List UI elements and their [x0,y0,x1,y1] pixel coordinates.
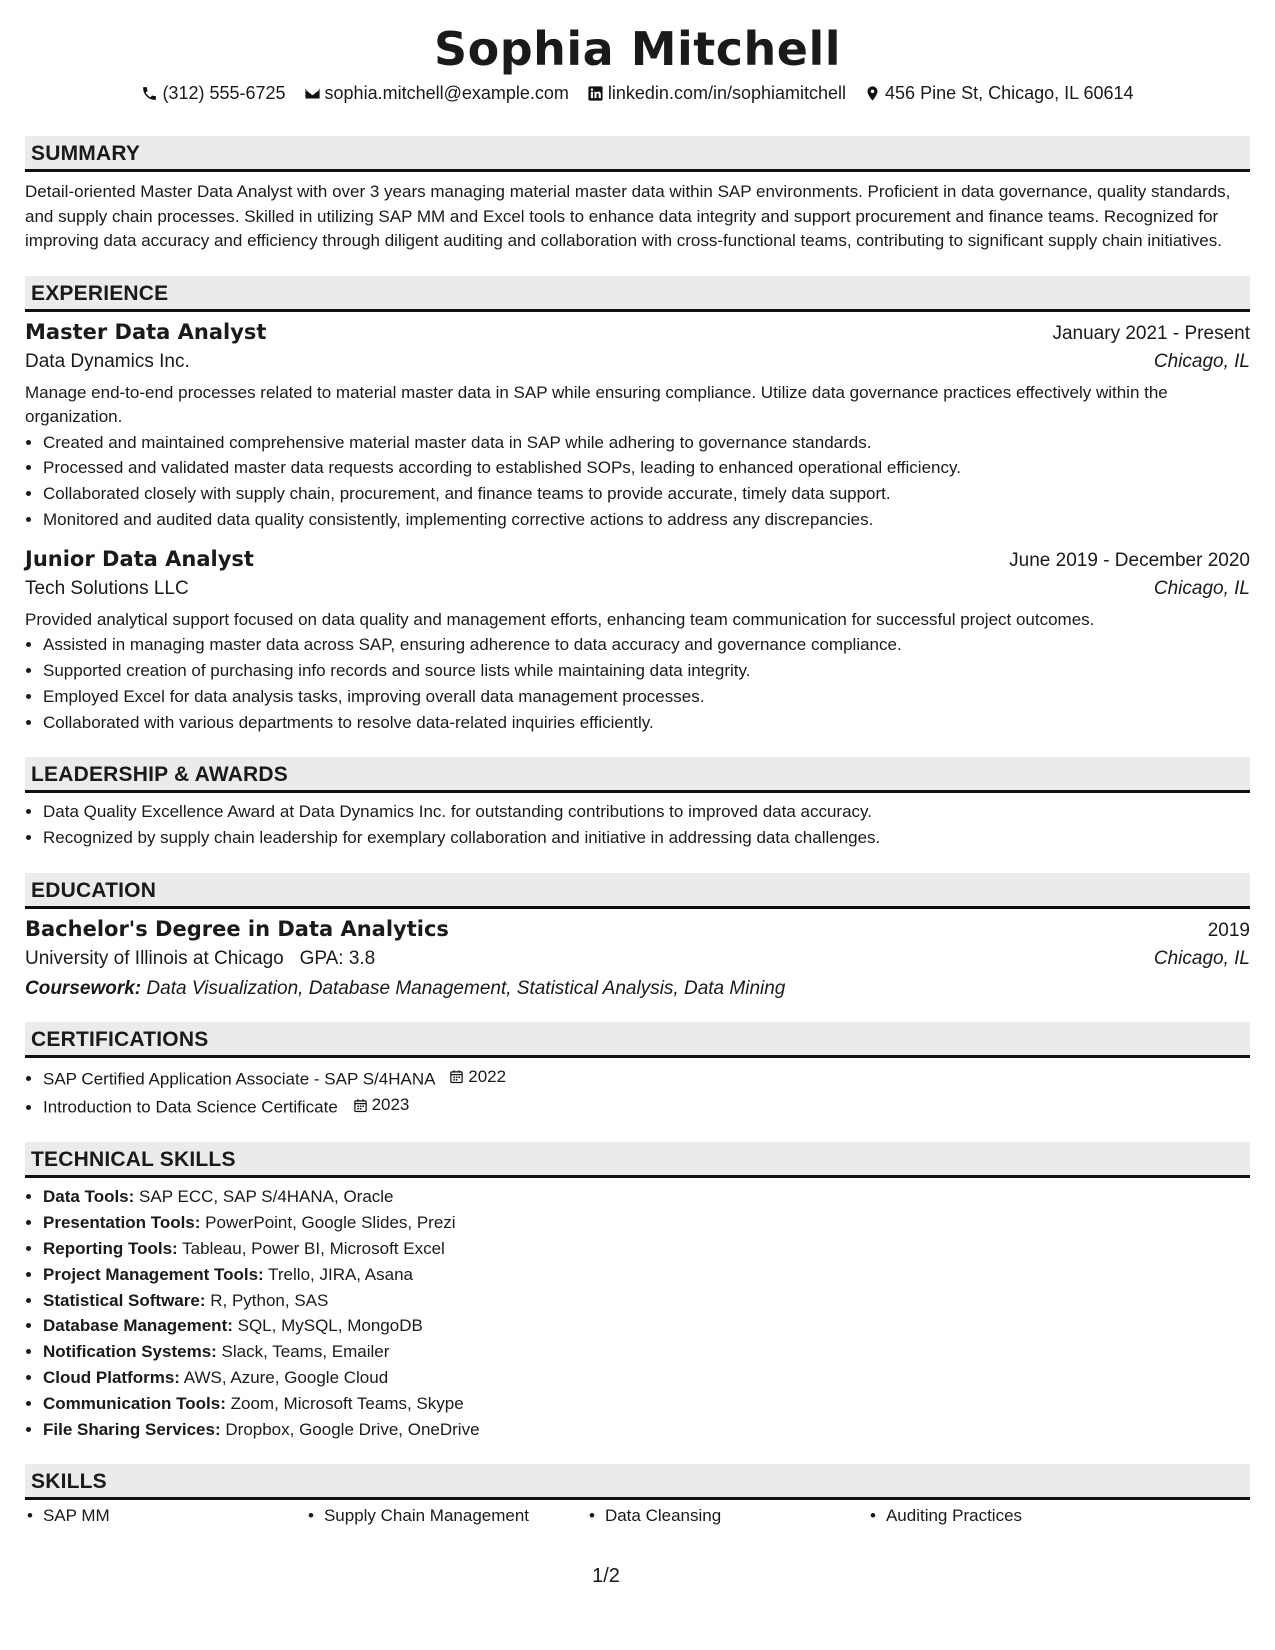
skills-grid [25,1506,1250,1526]
contact-linkedin[interactable]: linkedin.com/in/sophiamitchell [587,80,846,106]
section-heading-leadership: LEADERSHIP & AWARDS [25,757,1250,793]
skill-category: Presentation Tools: [43,1213,201,1233]
list-item [43,1184,1250,1210]
list-item [43,1288,1250,1314]
list-item [43,1365,1250,1391]
skill-values: Dropbox, Google Drive, OneDrive [225,1419,480,1439]
skill-values: Zoom, Microsoft Teams, Skype [230,1393,464,1413]
job-location: Chicago, IL [1153,577,1250,599]
list-item [43,1417,1250,1443]
school-location: Chicago, IL [1153,947,1250,969]
list-item [43,1064,1250,1092]
job-company: Data Dynamics Inc. [25,350,190,372]
job-description: Provided analytical support focused on data quality and management efforts, enhancing team communication for successful project outcomes. [25,609,1095,629]
job-entry [25,547,1250,736]
skill-category: Reporting Tools: [43,1238,178,1258]
education-entry [25,917,1250,1000]
calendar-icon [449,1069,464,1084]
certification-name: Introduction to Data Science Certificate [43,1097,338,1117]
certification-name: SAP Certified Application Associate - SAP S/4HANA [43,1069,435,1089]
list-item: • Data Quality Excellence Award at Data Dynamics Inc. for outstanding contributions to improved data accuracy. [43,799,1250,825]
list-item: • Recognized by supply chain leadership for exemplary collaboration and initiative in addressing data challenges. [43,825,1250,851]
list-item [43,1262,1250,1288]
certification-year: 2023 [371,1095,410,1115]
job-dates: January 2021 - Present [1052,322,1250,344]
list-item [43,1391,1250,1417]
leadership-list [25,799,1250,851]
skill-item: • Supply Chain Management [306,1506,587,1526]
list-item [43,1339,1250,1365]
list-item [43,1313,1250,1339]
list-item [43,1210,1250,1236]
technical-skills-list [25,1184,1250,1442]
job-description: Manage end-to-end processes related to material master data in SAP while ensuring compliance. Utilize data governance practices effectively within the organization. [25,382,1168,426]
skill-values: R, Python, SAS [210,1290,329,1310]
list-item: • Assisted in managing master data across SAP, ensuring adherence to data accuracy and governance compliance. [43,632,1250,658]
section-heading-summary: SUMMARY [25,136,1250,172]
skill-category: Notification Systems: [43,1342,217,1362]
summary-text: Detail-oriented Master Data Analyst with over 3 years managing material master data within SAP environments. Proficient in data governance, quality standards, and supply chain processes. Skilled in utilizing SAP MM and Excel tools to enhance data integrity and support procurement and finance teams. Recognized for improving data accuracy and efficiency through diligent auditing and collaboration with cross-functional teams, contributing to significant supply chain initiatives. [25,182,1231,250]
skill-values: Slack, Teams, Emailer [221,1342,390,1362]
skill-category: File Sharing Services: [43,1419,221,1439]
list-item: • Processed and validated master data requests according to established SOPs, leading to enhanced operational efficiency. [43,455,1250,481]
job-title: Master Data Analyst [25,319,267,344]
coursework-label: Coursework: [25,977,142,999]
skill-values: SQL, MySQL, MongoDB [237,1316,423,1336]
list-item: • Monitored and audited data quality consistently, implementing corrective actions to address any discrepancies. [43,507,1250,533]
list-item: • Collaborated with various departments to resolve data-related inquiries efficiently. [43,710,1250,736]
school-name: University of Illinois at Chicago [25,947,284,969]
job-bullets [25,632,1250,735]
list-item: • Collaborated closely with supply chain, procurement, and finance teams to provide accurate, timely data support. [43,481,1250,507]
map-pin-icon [864,85,881,102]
linkedin-icon [587,85,604,102]
job-entry [25,320,1250,533]
graduation-year: 2019 [1207,919,1250,941]
skill-item: • SAP MM [25,1506,306,1526]
resume-page [25,18,1250,1526]
section-heading-technical-skills: TECHNICAL SKILLS [25,1142,1250,1178]
skill-category: Database Management: [43,1316,233,1336]
job-company: Tech Solutions LLC [25,577,189,599]
coursework [25,978,1250,1000]
contact-address: 456 Pine St, Chicago, IL 60614 [864,80,1134,106]
job-bullets [25,430,1250,533]
calendar-icon [353,1098,368,1113]
section-heading-education: EDUCATION [25,873,1250,909]
list-item: • Supported creation of purchasing info records and source lists while maintaining data integrity. [43,658,1250,684]
skill-category: Project Management Tools: [43,1264,264,1284]
job-dates: June 2019 - December 2020 [1009,549,1250,571]
page-number: 1/2 [592,1565,620,1587]
section-heading-skills: SKILLS [25,1464,1250,1500]
contact-bar [25,80,1250,106]
skill-values: AWS, Azure, Google Cloud [183,1367,389,1387]
candidate-name: Sophia Mitchell [433,22,841,76]
skill-category: Cloud Platforms: [43,1367,180,1387]
skill-item: • Auditing Practices [868,1506,1149,1526]
list-item [43,1236,1250,1262]
section-heading-certifications: CERTIFICATIONS [25,1022,1250,1058]
coursework-list: Data Visualization, Database Management, Statistical Analysis, Data Mining [146,977,786,999]
degree-title: Bachelor's Degree in Data Analytics [25,916,449,941]
skill-item: • Data Cleansing [587,1506,868,1526]
skill-category: Communication Tools: [43,1393,226,1413]
certification-year: 2022 [468,1066,507,1086]
envelope-icon [304,85,321,102]
skill-category: Statistical Software: [43,1290,206,1310]
gpa: GPA: 3.8 [299,947,376,969]
job-location: Chicago, IL [1153,350,1250,372]
phone-icon [141,85,158,102]
list-item: • Employed Excel for data analysis tasks, improving overall data management processes. [43,684,1250,710]
section-heading-experience: EXPERIENCE [25,276,1250,312]
contact-email[interactable]: sophia.mitchell@example.com [304,80,569,106]
skill-values: Tableau, Power BI, Microsoft Excel [182,1238,445,1258]
list-item [43,1092,1250,1120]
skill-values: Trello, JIRA, Asana [268,1264,414,1284]
contact-phone: (312) 555-6725 [141,80,285,106]
skill-values: SAP ECC, SAP S/4HANA, Oracle [139,1187,394,1207]
skill-values: PowerPoint, Google Slides, Prezi [205,1213,456,1233]
certifications-list [25,1064,1250,1120]
job-title: Junior Data Analyst [25,546,254,571]
skill-category: Data Tools: [43,1187,135,1207]
list-item: • Created and maintained comprehensive material master data in SAP while adhering to governance standards. [43,430,1250,456]
